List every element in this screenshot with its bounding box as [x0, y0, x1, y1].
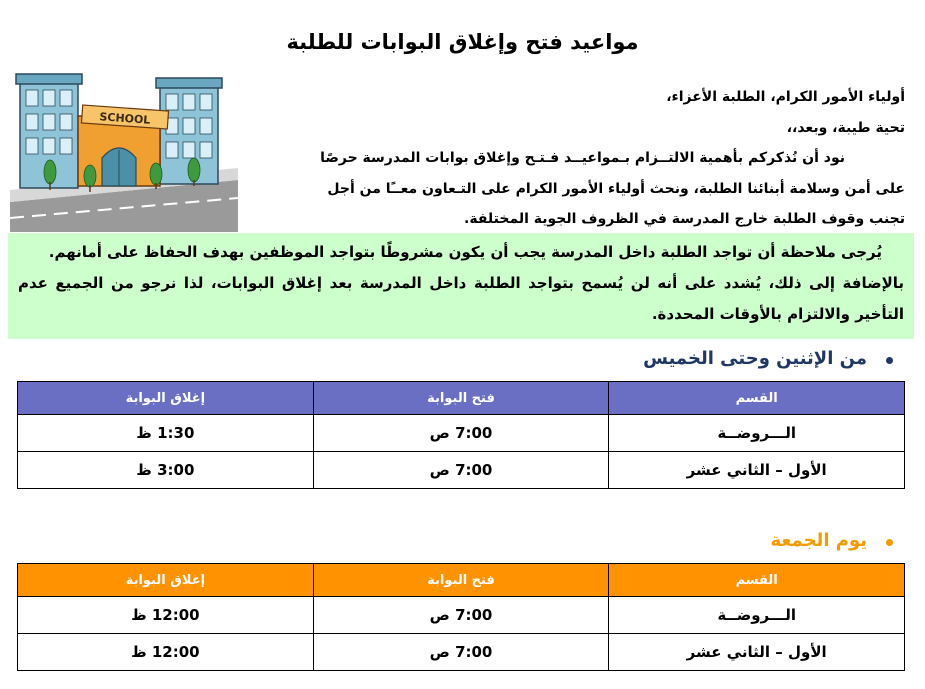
friday-title-text: يوم الجمعة — [770, 530, 867, 551]
table-header-row — [18, 382, 905, 415]
table-row — [18, 597, 905, 634]
table-row — [18, 634, 905, 671]
column-header: فتح البوابة — [313, 382, 609, 415]
notice-line-2: بالإضافة إلى ذلك، يُشدد على أنه لن يُسمح بتواجد الطلبة داخل المدرسة بعد إغلاق البوابات، لذا نرجو من الجميع عدم التأخير والالتزام بالأوقات المحددة. — [18, 274, 904, 323]
table-cell: الـــروضــة — [609, 415, 905, 452]
table-cell: 12:00 ظ — [18, 634, 314, 671]
table-cell: 12:00 ظ — [18, 597, 314, 634]
notice-box — [8, 233, 914, 339]
table-cell: الـــروضــة — [609, 597, 905, 634]
school-building-icon — [10, 72, 238, 232]
school-sign-text: SCHOOL — [99, 110, 151, 127]
friday-section-title — [770, 530, 867, 551]
column-header: القسم — [609, 564, 905, 597]
bullet-icon — [886, 539, 893, 546]
intro-line-3: تجنب وقوف الطلبة خارج المدرسة في الظروف الجوية المختلفة. — [464, 211, 905, 227]
greeting: أولياء الأمور الكرام، الطلبة الأعزاء، — [666, 89, 905, 105]
table-cell: 3:00 ظ — [18, 452, 314, 489]
table-cell: 7:00 ص — [313, 452, 609, 489]
column-header: إغلاق البوابة — [18, 382, 314, 415]
column-header: القسم — [609, 382, 905, 415]
intro-line-2: على أمن وسلامة أبنائنا الطلبة، ونحث أولياء الأمور الكرام على التـعاون معــًا من أجل — [327, 180, 905, 197]
table-cell: 7:00 ص — [313, 415, 609, 452]
table-row — [18, 415, 905, 452]
table-row — [18, 452, 905, 489]
table-header-row — [18, 564, 905, 597]
friday-schedule-table — [17, 563, 905, 671]
weekdays-schedule-table — [17, 381, 905, 489]
weekdays-title-text: من الإثنين وحتى الخميس — [643, 348, 867, 369]
page-title: مواعيد فتح وإغلاق البوابات للطلبة — [286, 30, 639, 54]
table-cell: الأول – الثاني عشر — [609, 452, 905, 489]
salutation: تحية طيبة، وبعد،، — [786, 119, 905, 136]
notice-line-1: يُرجى ملاحظة أن تواجد الطلبة داخل المدرسة يجب أن يكون مشروطًا بتواجد الموظفين بهدف الحفاظ على أمانهم. — [48, 243, 882, 261]
weekdays-section-title — [643, 348, 867, 369]
table-cell: الأول – الثاني عشر — [609, 634, 905, 671]
column-header: إغلاق البوابة — [18, 564, 314, 597]
table-cell: 7:00 ص — [313, 597, 609, 634]
bullet-icon — [886, 357, 893, 364]
table-cell: 7:00 ص — [313, 634, 609, 671]
intro-text — [305, 82, 905, 235]
intro-line-1: نود أن نُذكركم بأهمية الالتــزام بـمواعيــد فـتـح وإغلاق بوابات المدرسة حرصًا — [320, 150, 845, 166]
column-header: فتح البوابة — [313, 564, 609, 597]
table-cell: 1:30 ظ — [18, 415, 314, 452]
